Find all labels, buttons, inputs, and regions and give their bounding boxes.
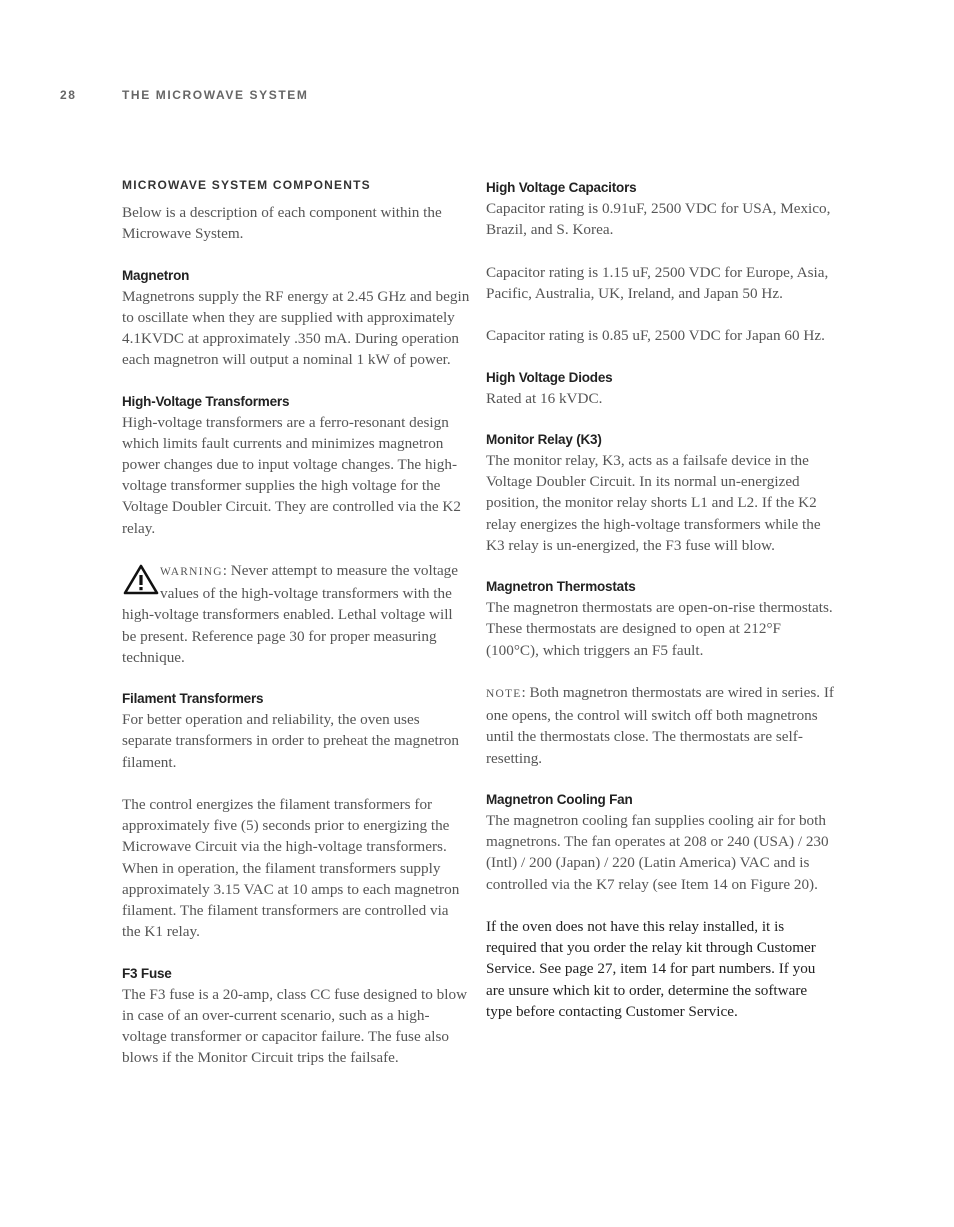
hv-capacitors-body-1: Capacitor rating is 0.91uF, 2500 VDC for USA, Mexico, Brazil, and S. Korea.	[486, 200, 831, 239]
hv-capacitors-section	[486, 178, 834, 346]
note-label: NOTE	[486, 687, 522, 700]
filament-transformers-body-1: For better operation and reliability, the oven uses separate transformers in order to preheat the magnetron filament.	[122, 711, 459, 771]
thermostats-note	[486, 682, 834, 769]
note-text: : Both magnetron thermostats are wired in series. If one opens, the control will switch off both magnetrons until the thermostats close. The thermostats are self-resetting.	[486, 683, 834, 767]
f3-fuse-section	[122, 964, 470, 1069]
warning-callout	[122, 560, 470, 668]
warning-triangle-icon	[122, 562, 160, 598]
cooling-fan-section	[486, 790, 834, 1022]
cooling-fan-body-2: If the oven does not have this relay installed, it is required that you order the relay kit through Customer Service. See page 27, item 14 for part numbers. If you are unsure which kit to order, determine the software type before contacting Customer Service.	[486, 917, 816, 1020]
thermostats-body: The magnetron thermostats are open-on-rise thermostats. These thermostats are designed to open at 212°F (100°C), which triggers an F5 fault.	[486, 599, 833, 659]
cooling-fan-body-1: The magnetron cooling fan supplies cooling air for both magnetrons. The fan operates at 208 or 240 (USA) / 230 (Intl) / 200 (Japan) / 220 (Latin America) VAC and is controlled via the K7 relay (see Item 14 on Figure 20).	[486, 811, 829, 893]
hv-diodes-body: Rated at 16 kVDC.	[486, 389, 603, 407]
page-number: 28	[60, 88, 77, 102]
magnetron-heading: Magnetron	[122, 267, 190, 283]
hv-capacitors-body-3: Capacitor rating is 0.85 uF, 2500 VDC for Japan 60 Hz.	[486, 327, 825, 345]
monitor-relay-body: The monitor relay, K3, acts as a failsafe device in the Voltage Doubler Circuit. In its normal un-energized position, the monitor relay shorts L1 and L2. If the K2 relay energizes the high-voltage transformers while the K3 relay is un-energized, the F3 fuse will blow.	[486, 451, 821, 554]
hv-transformers-body: High-voltage transformers are a ferro-resonant design which limits fault currents and minimizes magnetron power changes due to input voltage changes. The high-voltage transformer supplies the high voltage for the Voltage Doubler Circuit. They are controlled via the K2 relay.	[122, 413, 461, 537]
monitor-relay-heading: Monitor Relay (K3)	[486, 431, 602, 447]
hv-transformers-heading: High-Voltage Transformers	[122, 393, 290, 409]
magnetron-body: Magnetrons supply the RF energy at 2.45 GHz and begin to oscillate when they are supplied with approximately 4.1KVDC at approximately .350 mA. During operation each magnetron will output a nominal 1 kW of power.	[122, 287, 470, 369]
f3-fuse-heading: F3 Fuse	[122, 965, 172, 981]
thermostats-heading: Magnetron Thermostats	[486, 579, 636, 595]
cooling-fan-heading: Magnetron Cooling Fan	[486, 791, 633, 807]
f3-fuse-body: The F3 fuse is a 20-amp, class CC fuse designed to blow in case of an over-current scenario, such as a high-voltage transformer or capacitor failure. The fuse also blows if the Monitor Circuit trips the failsafe.	[122, 985, 468, 1067]
right-column	[486, 176, 834, 1043]
left-column	[122, 176, 470, 1090]
monitor-relay-section	[486, 430, 834, 556]
hv-diodes-section	[486, 368, 834, 409]
thermostats-section	[486, 577, 834, 769]
running-head	[60, 88, 308, 102]
hv-diodes-heading: High Voltage Diodes	[486, 369, 613, 385]
warning-text: : Never attempt to measure the voltage values of the high-voltage transformers with the high-voltage transformers enabled. Lethal voltage will be present. Reference page 30 for proper measuring technique.	[122, 562, 459, 666]
section-title: MICROWAVE SYSTEM COMPONENTS	[122, 178, 371, 192]
hv-capacitors-heading: High Voltage Capacitors	[486, 180, 637, 195]
hv-transformers-section	[122, 392, 470, 539]
hv-capacitors-body-2: Capacitor rating is 1.15 uF, 2500 VDC for Europe, Asia, Pacific, Australia, UK, Ireland, and Japan 50 Hz.	[486, 263, 829, 302]
warning-label: WARNING	[160, 566, 223, 578]
filament-transformers-body-2: The control energizes the filament transformers for approximately five (5) seconds prior to energizing the Microwave Circuit via the high-voltage transformers. When in operation, the filament transformers supply approximately 3.15 VAC at 10 amps to each magnetron filament. The filament transformers are controlled via the K1 relay.	[122, 796, 460, 941]
magnetron-section	[122, 266, 470, 371]
intro-paragraph: Below is a description of each component within the Microwave System.	[122, 204, 442, 243]
filament-transformers-section	[122, 689, 470, 942]
filament-transformers-heading: Filament Transformers	[122, 691, 264, 707]
running-title: THE MICROWAVE SYSTEM	[122, 88, 309, 102]
